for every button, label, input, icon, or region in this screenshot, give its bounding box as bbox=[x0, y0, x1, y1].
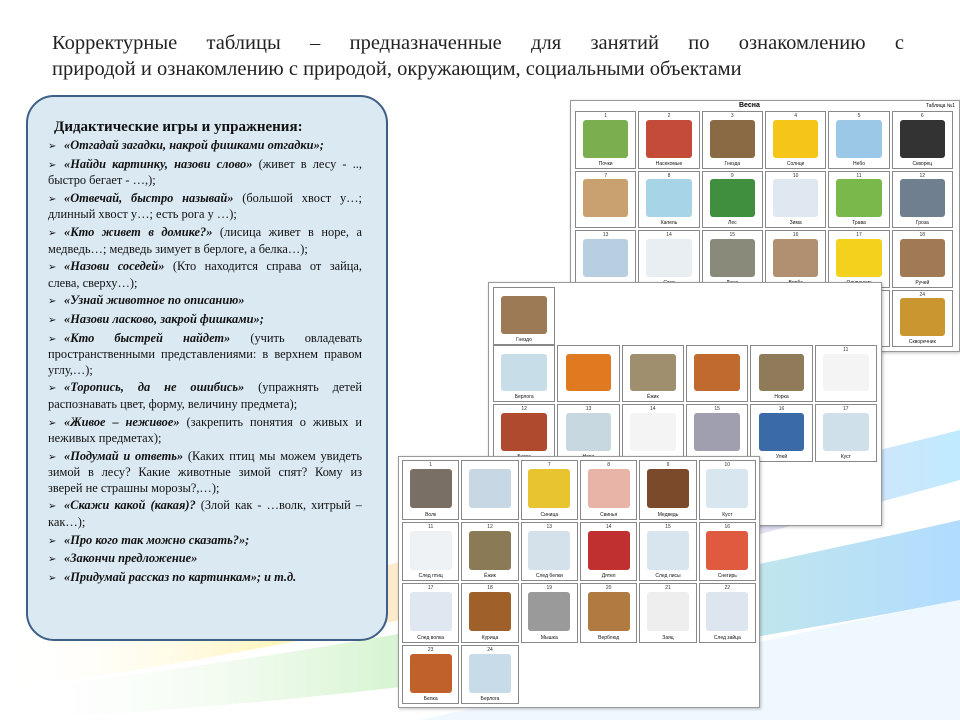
cell-picture bbox=[583, 239, 628, 277]
cell-number: 13 bbox=[585, 406, 592, 413]
game-item bbox=[48, 570, 362, 587]
cell-picture bbox=[694, 413, 740, 451]
cell-picture bbox=[588, 592, 630, 631]
picture-cell bbox=[638, 230, 699, 288]
cell-number: 10 bbox=[792, 172, 799, 179]
game-name: «Придумай рассказ по картинкам»; и т.д. bbox=[64, 569, 297, 584]
cell-picture bbox=[501, 354, 547, 392]
cell-label: Гнезда bbox=[724, 160, 741, 167]
picture-cell bbox=[765, 171, 826, 229]
cell-picture bbox=[501, 296, 547, 334]
picture-cell bbox=[638, 111, 699, 169]
game-name: «Кто живет в домике?» bbox=[64, 224, 213, 239]
bullet-arrow-icon: ➢ bbox=[48, 572, 57, 584]
game-description: (лисица живет в норе, а медведь…; медведь зимует в берлоге, а белка…); bbox=[48, 224, 362, 256]
cell-picture bbox=[566, 413, 612, 451]
game-description: (большой хвост у…; длинный хвост у…; есть рога у …); bbox=[48, 190, 362, 222]
cell-picture bbox=[528, 592, 570, 631]
cell-label: Берлога bbox=[480, 696, 500, 702]
cell-number: 8 bbox=[607, 462, 611, 468]
game-item bbox=[48, 551, 362, 568]
cell-label: Курица bbox=[481, 634, 499, 641]
bullet-arrow-icon: ➢ bbox=[48, 159, 57, 171]
cell-picture bbox=[588, 469, 630, 508]
cell-label: Гроза bbox=[915, 220, 929, 226]
picture-cell bbox=[575, 111, 636, 169]
cell-label: Скворец bbox=[912, 160, 933, 167]
cell-picture bbox=[528, 469, 570, 508]
cell-number: 12 bbox=[521, 406, 527, 413]
games-list bbox=[48, 138, 362, 586]
picture-cell bbox=[765, 230, 826, 288]
picture-cell bbox=[639, 522, 696, 582]
cell-number: 9 bbox=[666, 462, 670, 468]
picture-cell bbox=[580, 460, 637, 520]
cell-number: 13 bbox=[602, 232, 609, 238]
cell-label: Мышка bbox=[540, 634, 558, 641]
cell-number: 17 bbox=[843, 406, 849, 413]
picture-cell bbox=[702, 230, 763, 288]
bullet-arrow-icon: ➢ bbox=[48, 554, 57, 566]
cell-number: 1 bbox=[604, 113, 608, 119]
picture-cell bbox=[686, 404, 748, 461]
cell-number: 13 bbox=[546, 523, 553, 530]
game-item bbox=[48, 449, 362, 497]
cell-picture bbox=[900, 120, 945, 158]
nest-cell bbox=[493, 287, 555, 345]
cell-number: 11 bbox=[856, 172, 862, 179]
cell-picture bbox=[630, 413, 676, 451]
picture-cell bbox=[521, 460, 578, 520]
cell-picture bbox=[836, 239, 881, 277]
game-description: (упражнять детей распознавать цвет, форму, величину предмета); bbox=[48, 380, 362, 411]
title-line-1: Корректурные таблицы – предназначенные для занятий по ознакомлению с bbox=[52, 32, 904, 54]
cell-number: 16 bbox=[724, 523, 731, 530]
picture-cell bbox=[493, 345, 555, 402]
cell-number: 20 bbox=[605, 585, 612, 591]
picture-cell bbox=[521, 522, 578, 582]
cell-number: 7 bbox=[604, 172, 608, 179]
cell-number: 14 bbox=[605, 523, 612, 530]
cell-picture bbox=[710, 179, 755, 217]
cell-label: Медведь bbox=[657, 511, 679, 518]
picture-cell bbox=[765, 111, 826, 169]
title-line-2: природой и ознакомлению с природой, окружающим, социальными объектами bbox=[52, 58, 742, 80]
game-name: «Отгадай загадки, накрой фишками отгадки»; bbox=[64, 138, 324, 152]
game-name: «Про кого так можно сказать?»; bbox=[64, 532, 250, 547]
cell-picture bbox=[823, 354, 869, 392]
bullet-arrow-icon: ➢ bbox=[48, 314, 57, 326]
cell-label: Ёжик bbox=[484, 573, 496, 579]
cell-label: Куст bbox=[840, 453, 851, 460]
game-item bbox=[48, 293, 362, 310]
cell-label: Ёжик bbox=[646, 394, 659, 401]
cell-picture bbox=[759, 413, 805, 451]
bullet-arrow-icon: ➢ bbox=[48, 227, 57, 239]
cell-picture bbox=[710, 120, 755, 158]
season-title: Весна bbox=[739, 102, 760, 109]
cell-picture bbox=[773, 120, 818, 158]
bullet-arrow-icon: ➢ bbox=[48, 417, 57, 429]
game-item bbox=[48, 498, 362, 530]
cell-picture bbox=[469, 469, 511, 508]
cell-number: 15 bbox=[714, 406, 720, 413]
cell-number: 11 bbox=[428, 523, 434, 530]
cell-number: 15 bbox=[665, 523, 671, 530]
cell-number: 24 bbox=[919, 291, 926, 298]
cell-number: 15 bbox=[729, 232, 736, 238]
picture-cell bbox=[702, 111, 763, 169]
cell-number: 14 bbox=[666, 232, 672, 238]
cell-label: Ручей bbox=[915, 279, 930, 286]
cell-picture bbox=[630, 354, 676, 392]
cell-picture bbox=[706, 469, 748, 508]
cell-picture bbox=[900, 239, 945, 277]
picture-cell bbox=[892, 111, 953, 169]
cell-label: Дятел bbox=[601, 573, 616, 579]
cell-picture bbox=[900, 298, 945, 336]
cell-picture bbox=[410, 592, 452, 631]
game-name: «Кто быстрей найдет» bbox=[64, 330, 231, 345]
cell-picture bbox=[710, 239, 755, 277]
cell-number: 5 bbox=[857, 113, 861, 119]
cell-picture bbox=[836, 120, 881, 158]
cell-label: Куст bbox=[722, 511, 733, 518]
cell-picture bbox=[646, 239, 691, 277]
picture-cell bbox=[557, 404, 619, 461]
game-name: «Закончи предложение» bbox=[64, 551, 198, 566]
cell-picture bbox=[647, 531, 689, 570]
picture-cell bbox=[828, 111, 889, 169]
picture-cell bbox=[750, 345, 812, 402]
picture-cell bbox=[702, 171, 763, 229]
bullet-arrow-icon: ➢ bbox=[48, 296, 57, 308]
cell-number: 17 bbox=[427, 585, 434, 591]
cell-label: Берлога bbox=[514, 394, 534, 401]
cell-number: 21 bbox=[665, 585, 671, 591]
cell-picture bbox=[773, 179, 818, 217]
picture-cell bbox=[828, 171, 889, 229]
bullet-arrow-icon: ➢ bbox=[48, 383, 57, 395]
cell-picture bbox=[583, 120, 628, 158]
game-item bbox=[48, 259, 362, 291]
cell-picture bbox=[759, 354, 805, 392]
picture-cell bbox=[686, 345, 748, 402]
cell-picture bbox=[900, 179, 945, 217]
picture-cell bbox=[557, 345, 619, 402]
picture-cell bbox=[575, 230, 636, 288]
cell-number: 12 bbox=[919, 172, 926, 179]
picture-cell bbox=[699, 460, 756, 520]
cell-number: 12 bbox=[487, 523, 493, 530]
cell-number: 8 bbox=[667, 172, 671, 179]
table-number: Таблица №1 bbox=[925, 103, 955, 109]
picture-cell bbox=[402, 460, 459, 520]
cell-number: 10 bbox=[724, 462, 731, 468]
bullet-arrow-icon: ➢ bbox=[48, 193, 57, 205]
picture-cell bbox=[521, 583, 578, 643]
cell-picture bbox=[823, 413, 869, 451]
cell-label: Трава bbox=[852, 220, 866, 226]
picture-cell bbox=[461, 460, 518, 520]
picture-cell bbox=[493, 404, 555, 461]
cell-picture bbox=[646, 120, 691, 158]
cell-number: 18 bbox=[919, 232, 926, 238]
game-name: «Живое – неживое» bbox=[64, 414, 180, 429]
winter-grid bbox=[402, 460, 756, 704]
cell-picture bbox=[410, 654, 452, 693]
cell-label: Снегирь bbox=[717, 573, 737, 579]
cell-number: 22 bbox=[724, 585, 731, 591]
cell-label: Небо bbox=[853, 160, 865, 167]
game-description: (Злой как - …волк, хитрый – как…); bbox=[48, 498, 362, 530]
picture-cell bbox=[622, 345, 684, 402]
winter-table-card bbox=[398, 456, 760, 708]
cell-picture bbox=[647, 592, 689, 631]
cell-picture bbox=[773, 239, 818, 277]
cell-number: 9 bbox=[730, 172, 734, 179]
picture-cell bbox=[402, 645, 459, 705]
cell-label: Верблюд bbox=[598, 634, 620, 641]
game-name: «Скажи какой (какая)? bbox=[64, 498, 196, 513]
picture-cell bbox=[461, 583, 518, 643]
bullet-arrow-icon: ➢ bbox=[48, 141, 57, 152]
cell-label: Капель bbox=[660, 220, 678, 226]
game-item bbox=[48, 533, 362, 550]
page-title bbox=[52, 30, 904, 82]
picture-cell bbox=[699, 583, 756, 643]
cell-label: Синица bbox=[540, 511, 559, 518]
cell-label: Почки bbox=[598, 160, 613, 167]
game-name: «Найди картинку, назови слово» bbox=[64, 156, 253, 171]
cell-number: 3 bbox=[730, 113, 734, 119]
cell-number: 14 bbox=[650, 406, 656, 413]
picture-cell bbox=[461, 522, 518, 582]
cell-picture bbox=[469, 592, 511, 631]
cell-label: Улей bbox=[775, 453, 788, 460]
bullet-arrow-icon: ➢ bbox=[48, 333, 57, 345]
cell-label: Свинья bbox=[600, 511, 618, 518]
cell-label: Зима bbox=[789, 220, 802, 226]
cell-label: След лисы bbox=[655, 573, 681, 579]
game-name: «Торопись, да не ошибись» bbox=[64, 380, 245, 395]
game-name: «Назови ласково, закрой фишками»; bbox=[64, 311, 264, 326]
cell-label: Заяц bbox=[662, 634, 674, 641]
game-item bbox=[48, 225, 362, 257]
cell-number: 11 bbox=[843, 347, 849, 353]
picture-cell bbox=[575, 171, 636, 229]
picture-cell bbox=[699, 522, 756, 582]
cell-label: След птиц bbox=[418, 573, 443, 579]
picture-cell bbox=[892, 290, 953, 348]
cell-number: 16 bbox=[778, 406, 785, 413]
game-description: (Кто находится справа от зайца, слева, сверху…); bbox=[48, 259, 362, 290]
game-item bbox=[48, 331, 362, 379]
game-item bbox=[48, 312, 362, 329]
cell-number: 6 bbox=[920, 113, 924, 119]
game-item bbox=[48, 415, 362, 447]
cell-number: 7 bbox=[547, 462, 551, 468]
cell-number: 4 bbox=[794, 113, 798, 119]
cell-picture bbox=[528, 531, 570, 570]
game-name: «Узнай животное по описанию» bbox=[64, 293, 245, 308]
cell-picture bbox=[469, 654, 511, 693]
cell-picture bbox=[583, 179, 628, 217]
cell-picture bbox=[646, 179, 691, 217]
cell-picture bbox=[836, 179, 881, 217]
cell-picture bbox=[647, 469, 689, 508]
game-item bbox=[48, 138, 362, 155]
cell-number: 24 bbox=[487, 646, 493, 653]
cell-number: 2 bbox=[667, 113, 671, 119]
cell-picture bbox=[410, 531, 452, 570]
cell-label: След зайца bbox=[713, 634, 741, 641]
cell-picture bbox=[501, 413, 547, 451]
picture-cell bbox=[750, 404, 812, 461]
cell-picture bbox=[410, 469, 452, 508]
game-description: (учить овладевать пространственными представлениями: в верхнем правом углу,…); bbox=[48, 330, 362, 377]
game-description: (живет в лесу - .., быстро бегает - …,); bbox=[48, 156, 362, 188]
picture-cell bbox=[402, 583, 459, 643]
game-name: «Подумай и ответь» bbox=[64, 448, 184, 463]
picture-cell bbox=[892, 171, 953, 229]
game-item bbox=[48, 380, 362, 412]
cell-label: Насекомые bbox=[655, 160, 683, 167]
cell-label: Гнездо bbox=[516, 337, 532, 343]
picture-cell bbox=[815, 345, 877, 402]
cell-picture bbox=[706, 592, 748, 631]
picture-cell bbox=[461, 645, 518, 705]
cell-label: Волк bbox=[425, 511, 437, 518]
panel-heading: Дидактические игры и упражнения: bbox=[54, 119, 303, 135]
game-description: (Каких птиц мы можем увидеть зимой в лесу? Какие животные зимой спят? Кому из зверей не страшны морозы?,…); bbox=[48, 448, 362, 495]
cell-number: 23 bbox=[427, 646, 434, 653]
cell-label: Белка bbox=[423, 696, 438, 702]
cell-label: След белки bbox=[535, 573, 563, 579]
cell-number: 16 bbox=[792, 232, 799, 238]
cell-label: Норка bbox=[774, 394, 789, 401]
cell-picture bbox=[469, 531, 511, 570]
picture-cell bbox=[815, 404, 877, 461]
cell-number: 19 bbox=[546, 585, 553, 591]
game-name: «Отвечай, быстро называй» bbox=[64, 190, 234, 205]
picture-cell bbox=[892, 230, 953, 288]
game-item bbox=[48, 191, 362, 223]
game-name: «Назови соседей» bbox=[64, 259, 165, 274]
picture-cell bbox=[639, 583, 696, 643]
game-item bbox=[48, 157, 362, 189]
cell-number: 17 bbox=[856, 232, 862, 238]
cell-picture bbox=[706, 531, 748, 570]
picture-cell bbox=[580, 522, 637, 582]
cell-picture bbox=[566, 354, 612, 392]
cell-picture bbox=[588, 531, 630, 570]
cell-number: 1 bbox=[429, 462, 433, 468]
cell-number: 18 bbox=[487, 585, 493, 591]
cell-label: Солнце bbox=[786, 160, 805, 167]
picture-cell bbox=[402, 522, 459, 582]
cell-picture bbox=[694, 354, 740, 392]
cell-label: Скворечник bbox=[908, 339, 936, 345]
didactic-games-panel bbox=[26, 95, 388, 641]
picture-cell bbox=[638, 171, 699, 229]
cell-label: Лес bbox=[728, 220, 737, 226]
picture-cell bbox=[828, 230, 889, 288]
picture-cell bbox=[639, 460, 696, 520]
bullet-arrow-icon: ➢ bbox=[48, 451, 57, 463]
bullet-arrow-icon: ➢ bbox=[48, 262, 57, 274]
cell-label: След волка bbox=[417, 634, 445, 641]
picture-cell bbox=[622, 404, 684, 461]
bullet-arrow-icon: ➢ bbox=[48, 501, 57, 513]
picture-cell bbox=[580, 583, 637, 643]
game-description: (закрепить понятия о живых и неживых предметах); bbox=[48, 414, 362, 446]
bullet-arrow-icon: ➢ bbox=[48, 535, 57, 547]
